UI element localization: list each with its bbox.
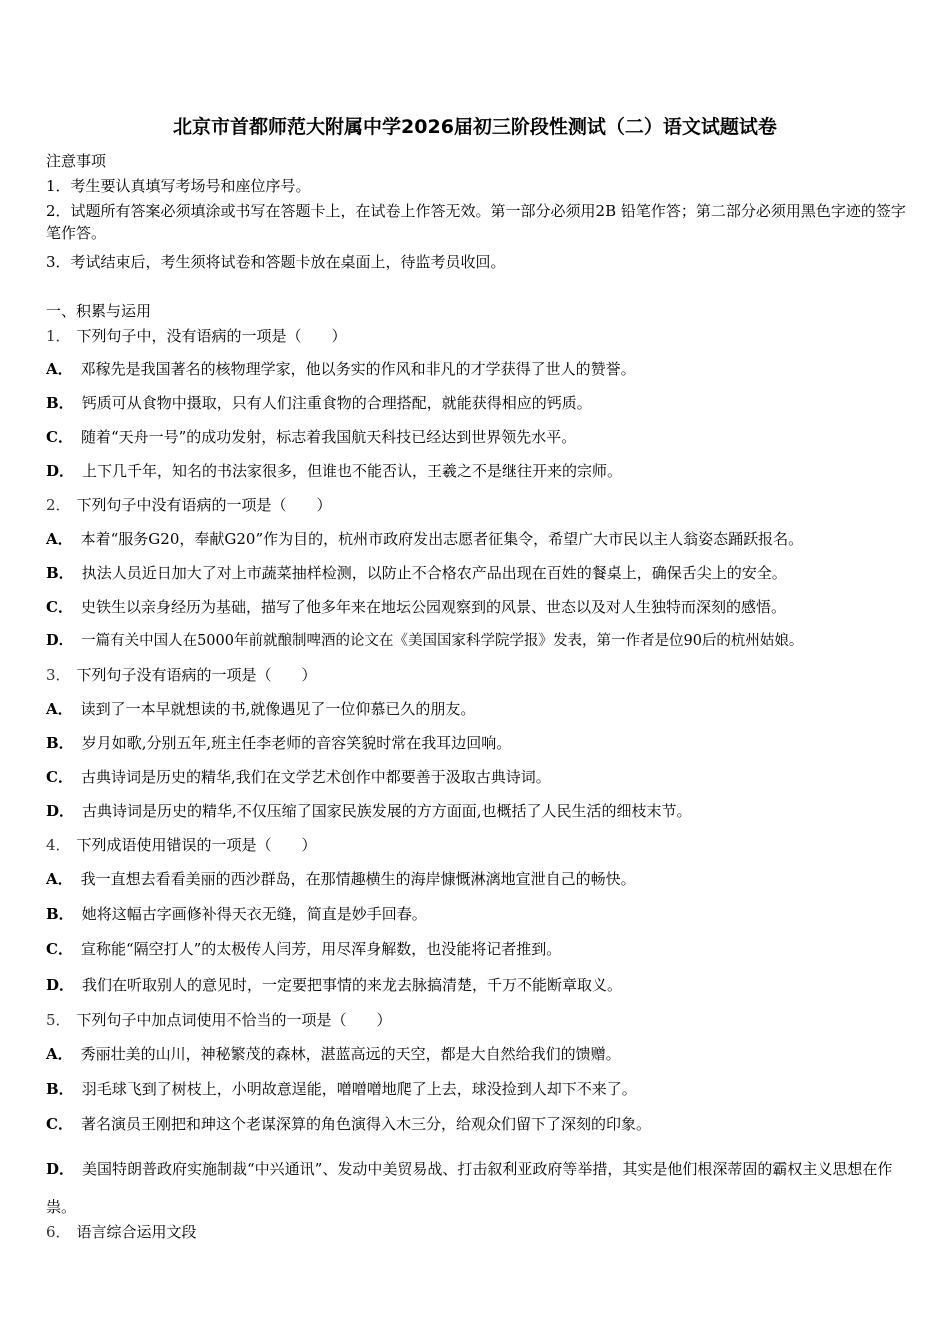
option-label: D． xyxy=(46,802,75,820)
option-text: 宣称能“隔空打人”的太极传人闫芳，用尽浑身解数，也没能将记者推到。 xyxy=(80,940,562,958)
question-number: 3． xyxy=(46,666,71,684)
question-text: 下列句子中加点词使用不恰当的一项是（ ） xyxy=(76,1011,392,1029)
option-label: D． xyxy=(46,1160,75,1178)
option-label: A． xyxy=(46,870,73,888)
question-number: 6． xyxy=(46,1223,71,1241)
question-4-stem xyxy=(46,834,908,856)
question-5-option-a xyxy=(46,1043,908,1065)
question-3-option-a xyxy=(46,698,908,720)
question-2-option-c xyxy=(46,596,908,618)
option-label: B． xyxy=(46,564,74,582)
option-text: 一篇有关中国人在5000年前就酿制啤酒的论文在《美国国家科学院学报》发表，第一作者是位90后的杭州姑娘。 xyxy=(81,633,804,649)
section-heading: 一、积累与运用 xyxy=(46,302,152,320)
question-1-option-a xyxy=(46,358,908,380)
notice-item-2: 2．试题所有答案必须填涂或书写在答题卡上，在试卷上作答无效。第一部分必须用2B 铅笔作答；第二部分必须用黑色字迹的签字笔作答。 xyxy=(46,202,906,242)
option-text: 秀丽壮美的山川，神秘繁茂的森林，湛蓝高远的天空，都是大自然给我们的馈赠。 xyxy=(80,1045,621,1063)
question-number: 5． xyxy=(46,1011,71,1029)
question-number: 4． xyxy=(46,836,71,854)
question-5-option-d xyxy=(46,1150,908,1226)
option-label: A． xyxy=(46,1045,73,1063)
question-1-option-d xyxy=(46,460,908,482)
option-label: A． xyxy=(46,530,73,548)
question-number: 1． xyxy=(46,327,71,345)
option-label: C． xyxy=(46,428,73,446)
notice-item-1: 1．考生要认真填写考场号和座位序号。 xyxy=(46,177,311,195)
option-text: 读到了一本早就想读的书,就像遇见了一位仰慕已久的朋友。 xyxy=(80,700,476,718)
option-label: C． xyxy=(46,598,73,616)
question-2-option-d xyxy=(46,630,908,652)
question-text: 语言综合运用文段 xyxy=(76,1223,197,1241)
option-text: 古典诗词是历史的精华,我们在文学艺术创作中都要善于汲取古典诗词。 xyxy=(80,768,551,786)
option-label: C． xyxy=(46,940,73,958)
option-label: D． xyxy=(46,462,75,480)
option-text: 我一直想去看看美丽的西沙群岛，在那情趣横生的海岸慷慨淋漓地宣泄自己的畅快。 xyxy=(80,870,636,888)
option-label: D． xyxy=(46,632,74,649)
question-text: 下列句子中，没有语病的一项是（ ） xyxy=(76,327,347,345)
question-4-option-a xyxy=(46,868,908,890)
question-2-option-b xyxy=(46,562,908,584)
question-3-option-d xyxy=(46,800,908,822)
notice-heading: 注意事项 xyxy=(46,152,107,170)
question-4-option-c xyxy=(46,938,908,960)
question-1-option-c xyxy=(46,426,908,448)
option-label: D． xyxy=(46,976,75,994)
option-text: 著名演员王刚把和珅这个老谋深算的角色演得入木三分，给观众们留下了深刻的印象。 xyxy=(80,1115,651,1133)
question-4-option-b xyxy=(46,903,908,925)
option-text: 史铁生以亲身经历为基础，描写了他多年来在地坛公园观察到的风景、世态以及对人生独特而深刻的感悟。 xyxy=(80,598,786,616)
question-text: 下列句子中没有语病的一项是（ ） xyxy=(76,496,332,514)
question-1-stem xyxy=(46,325,908,347)
question-2-stem xyxy=(46,494,908,516)
option-label: B． xyxy=(46,394,74,412)
option-text: 古典诗词是历史的精华,不仅压缩了国家民族发展的方方面面,也概括了人民生活的细枝末节。 xyxy=(82,802,692,820)
option-label: C． xyxy=(46,1115,73,1133)
option-label: B． xyxy=(46,1080,74,1098)
question-text: 下列句子没有语病的一项是（ ） xyxy=(76,666,317,684)
option-label: B． xyxy=(46,734,74,752)
option-text: 随着“天舟一号”的成功发射，标志着我国航天科技已经达到世界领先水平。 xyxy=(80,428,577,446)
question-6-stem xyxy=(46,1221,908,1243)
question-number: 2． xyxy=(46,496,71,514)
option-text: 上下几千年，知名的书法家很多，但谁也不能否认，王羲之不是继往开来的宗师。 xyxy=(82,462,623,480)
question-3-option-b xyxy=(46,732,908,754)
option-text: 钙质可从食物中摄取，只有人们注重食物的合理搭配，就能获得相应的钙质。 xyxy=(81,394,592,412)
question-5-option-b xyxy=(46,1078,908,1100)
option-text: 本着“服务G20，奉献G20”作为目的，杭州市政府发出志愿者征集令，希望广大市民以主人翁姿态踊跃报名。 xyxy=(80,530,804,548)
page-title: 北京市首都师范大附属中学2026届初三阶段性测试（二）语文试题试卷 xyxy=(173,116,777,138)
option-label: C． xyxy=(46,768,73,786)
option-text: 美国特朗普政府实施制裁“中兴通讯”、发动中美贸易战、打击叙利亚政府等举措，其实是他们根深蒂固的霸权主义思想在作祟。 xyxy=(46,1160,893,1216)
question-1-option-b xyxy=(46,392,908,414)
question-2-option-a xyxy=(46,528,908,550)
option-text: 我们在听取别人的意见时，一定要把事情的来龙去脉搞清楚，千万不能断章取义。 xyxy=(82,976,623,994)
question-text: 下列成语使用错误的一项是（ ） xyxy=(76,836,317,854)
option-text: 邓稼先是我国著名的核物理学家，他以务实的作风和非凡的才学获得了世人的赞誉。 xyxy=(80,360,636,378)
question-3-option-c xyxy=(46,766,908,788)
option-label: A． xyxy=(46,360,73,378)
option-label: B． xyxy=(46,905,74,923)
option-text: 羽毛球飞到了树枝上，小明故意逞能，噌噌噌地爬了上去，球没捡到人却下不来了。 xyxy=(81,1080,637,1098)
option-text: 她将这幅古字画修补得天衣无缝，简直是妙手回春。 xyxy=(81,905,427,923)
option-text: 岁月如歌,分别五年,班主任李老师的音容笑貌时常在我耳边回响。 xyxy=(81,734,512,752)
question-5-stem xyxy=(46,1009,908,1031)
question-5-option-c xyxy=(46,1113,908,1135)
notice-item-3: 3．考试结束后，考生须将试卷和答题卡放在桌面上，待监考员收回。 xyxy=(46,253,506,271)
question-3-stem xyxy=(46,664,908,686)
option-text: 执法人员近日加大了对上市蔬菜抽样检测，以防止不合格农产品出现在百姓的餐桌上，确保舌尖上的安全。 xyxy=(81,564,787,582)
question-4-option-d xyxy=(46,974,908,996)
option-label: A． xyxy=(46,700,73,718)
